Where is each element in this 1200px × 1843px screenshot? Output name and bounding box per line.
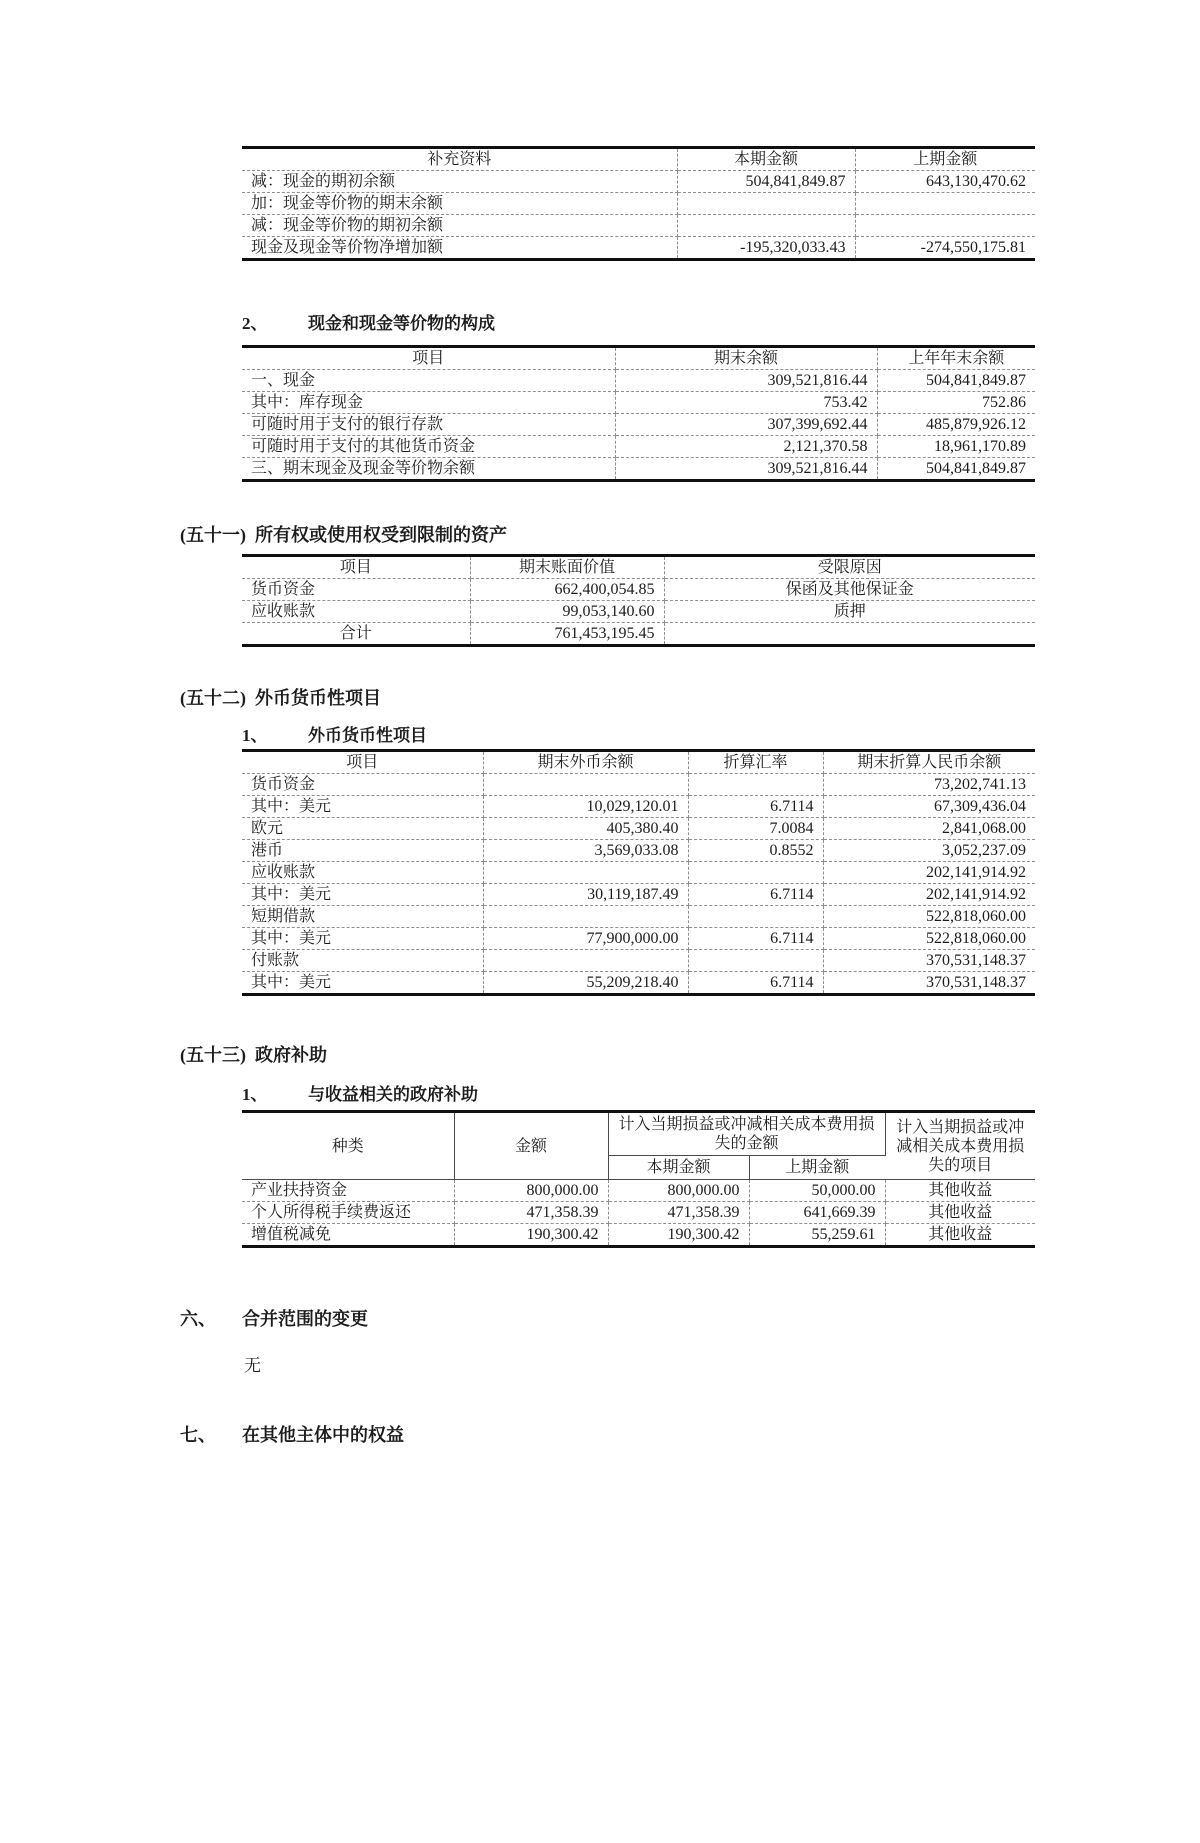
section-53-subheading: [242, 1082, 1200, 1108]
column-header: 上期金额: [749, 1156, 885, 1180]
cell-value: [855, 215, 1035, 237]
cell-label: 其中：库存现金: [242, 392, 615, 414]
cell-value: 2,121,370.58: [615, 436, 877, 458]
cell-value: 6.7114: [688, 884, 823, 906]
cell-label: 其中：美元: [242, 796, 483, 818]
cell-value: 6.7114: [688, 796, 823, 818]
cell-value: [677, 193, 855, 215]
section-number: 1、: [242, 726, 268, 745]
column-header: 项目: [242, 751, 483, 774]
column-group-header: 计入当期损益或冲减相关成本费用损失的金额: [608, 1112, 885, 1156]
column-header: 受限原因: [664, 556, 1035, 579]
table-header-row: [242, 556, 1035, 579]
cell-label: 货币资金: [242, 774, 483, 796]
cell-label: 现金及现金等价物净增加额: [242, 237, 677, 260]
table-row: [242, 601, 1035, 623]
table-row: [242, 1180, 1035, 1202]
section-53-heading: [180, 1042, 1200, 1068]
cell-label: 减：现金等价物的期初余额: [242, 215, 677, 237]
section-number: (五十三): [180, 1045, 246, 1065]
table-row: [242, 906, 1035, 928]
column-header: 本期金额: [677, 148, 855, 171]
cell-value: 753.42: [615, 392, 877, 414]
cell-label: 三、期末现金及现金等价物余额: [242, 458, 615, 481]
cell-value: 485,879,926.12: [877, 414, 1035, 436]
section-title: 现金和现金等价物的构成: [308, 314, 495, 333]
cell-label: 应收账款: [242, 862, 483, 884]
cell-label: 一、现金: [242, 370, 615, 392]
cell-value: 10,029,120.01: [483, 796, 688, 818]
cell-value: 370,531,148.37: [926, 974, 1026, 991]
cell-item: 其他收益: [885, 1202, 1035, 1224]
cell-value: 522,818,060.00: [823, 928, 1035, 950]
table-row: [242, 171, 1035, 193]
cell-value: -195,320,033.43: [677, 237, 855, 260]
table-header-row: [242, 148, 1035, 171]
cell-value: 471,358.39: [608, 1202, 749, 1224]
foreign-currency-table: [242, 749, 1035, 996]
column-header: 计入当期损益或冲减相关成本费用损失的项目: [885, 1112, 1035, 1180]
cell-value: 6.7114: [688, 972, 823, 995]
cell-label: 短期借款: [242, 906, 483, 928]
cell-value: 55,259.61: [749, 1224, 885, 1247]
cell-value: 405,380.40: [483, 818, 688, 840]
cell-value: 77,900,000.00: [483, 928, 688, 950]
restricted-assets-table: [242, 554, 1035, 647]
section-number: 七、: [180, 1425, 216, 1445]
column-header: 期末折算人民币余额: [823, 751, 1035, 774]
cell-value: 504,841,849.87: [677, 171, 855, 193]
table-row: [242, 436, 1035, 458]
cell-value: [677, 215, 855, 237]
cell-value: 800,000.00: [454, 1180, 608, 1202]
cell-value: 309,521,816.44: [615, 458, 877, 481]
cell-value: 0.8552: [688, 840, 823, 862]
cell-value: 752.86: [877, 392, 1035, 414]
cell-label: 减：现金的期初余额: [242, 171, 677, 193]
table-row: [242, 928, 1035, 950]
cell-value: 761,453,195.45: [470, 623, 664, 646]
table-row: [242, 370, 1035, 392]
table-row: [242, 1202, 1035, 1224]
cell-value: 6.7114: [688, 928, 823, 950]
cell-value: [483, 774, 688, 796]
section-title: 外币货币性项目: [255, 688, 381, 708]
table-row: [242, 818, 1035, 840]
cell-value: [483, 862, 688, 884]
cell-reason: 质押: [664, 601, 1035, 623]
cell-reason: 保函及其他保证金: [664, 579, 1035, 601]
cell-total-label: 合计: [242, 623, 470, 646]
cell-value: 67,309,436.04: [823, 796, 1035, 818]
cell-value: 643,130,470.62: [855, 171, 1035, 193]
cell-value: 202,141,914.92: [823, 884, 1035, 906]
report-page: [0, 146, 1200, 1843]
table-row: [242, 237, 1035, 260]
cell-label: 应收账款: [242, 601, 470, 623]
table-row: [242, 1224, 1035, 1247]
cell-value: [483, 950, 688, 972]
cell-label: 其中：美元: [242, 884, 483, 906]
cash-composition-table: [242, 345, 1035, 482]
column-header: 项目: [242, 556, 470, 579]
government-grants-table: [242, 1110, 1035, 1248]
cell-label: 可随时用于支付的其他货币资金: [242, 436, 615, 458]
cell-item: 其他收益: [885, 1180, 1035, 1202]
cell-value: 73,202,741.13: [823, 774, 1035, 796]
table-row: [242, 796, 1035, 818]
table-header-row: [242, 1112, 1035, 1156]
cell-value: 504,841,849.87: [877, 370, 1035, 392]
cell-value: [688, 862, 823, 884]
cell-value: 30,119,187.49: [483, 884, 688, 906]
section-number: (五十二): [180, 688, 246, 708]
section-title: 外币货币性项目: [308, 726, 427, 745]
table-row: [242, 972, 1035, 995]
section-2-heading: [242, 311, 1200, 337]
cell-value: 309,521,816.44: [615, 370, 877, 392]
table-row: [242, 193, 1035, 215]
cell-value: 504,841,849.87: [926, 460, 1026, 477]
cell-value: [688, 774, 823, 796]
cell-label: 可随时用于支付的银行存款: [242, 414, 615, 436]
table-row: [242, 414, 1035, 436]
cell-label: 付账款: [242, 950, 483, 972]
table-row: [242, 392, 1035, 414]
cell-value: 471,358.39: [454, 1202, 608, 1224]
cell-label: 欧元: [242, 818, 483, 840]
section-52-subheading: [242, 723, 1200, 749]
table-row: [242, 774, 1035, 796]
table-header-row: [242, 347, 1035, 370]
table-row: [242, 579, 1035, 601]
cell-value: 190,300.42: [454, 1224, 608, 1247]
section-6-heading: [180, 1306, 1200, 1332]
cell-value: [855, 193, 1035, 215]
cell-label: 货币资金: [242, 579, 470, 601]
section-number: (五十一): [180, 525, 246, 545]
column-header: 种类: [242, 1112, 454, 1180]
table-row: [242, 840, 1035, 862]
table-row: [242, 862, 1035, 884]
column-header: 期末余额: [615, 347, 877, 370]
cell-label: 其中：美元: [242, 972, 483, 995]
table-total-row: [242, 623, 1035, 646]
cell-value: 307,399,692.44: [615, 414, 877, 436]
column-header: 本期金额: [608, 1156, 749, 1180]
cell-label: 个人所得税手续费返还: [242, 1202, 454, 1224]
cell-value: 800,000.00: [608, 1180, 749, 1202]
column-header: 期末外币余额: [483, 751, 688, 774]
cell-value: 190,300.42: [608, 1224, 749, 1247]
cell-value: 202,141,914.92: [823, 862, 1035, 884]
cell-label: 产业扶持资金: [242, 1180, 454, 1202]
column-header: 上年年末余额: [877, 347, 1035, 370]
section-title: 政府补助: [255, 1045, 327, 1065]
column-header: 期末账面价值: [470, 556, 664, 579]
section-title: 在其他主体中的权益: [242, 1425, 404, 1445]
supplementary-data-table: [242, 146, 1035, 261]
cell-value: 7.0084: [688, 818, 823, 840]
column-header: 项目: [242, 347, 615, 370]
section-title: 与收益相关的政府补助: [308, 1085, 478, 1104]
cell-value: 370,531,148.37: [823, 950, 1035, 972]
table-row: [242, 884, 1035, 906]
cell-value: 3,569,033.08: [483, 840, 688, 862]
cell-value: -274,550,175.81: [920, 239, 1026, 256]
cell-value: 3,052,237.09: [823, 840, 1035, 862]
cell-value: 99,053,140.60: [470, 601, 664, 623]
cell-value: 641,669.39: [749, 1202, 885, 1224]
column-header: 折算汇率: [688, 751, 823, 774]
cell-value: [688, 906, 823, 928]
cell-label: 港币: [242, 840, 483, 862]
section-7-heading: [180, 1422, 1200, 1448]
cell-label: 加：现金等价物的期末余额: [242, 193, 677, 215]
cell-label: 增值税减免: [242, 1224, 454, 1247]
section-number: 1、: [242, 1085, 268, 1104]
table-header-row: [242, 751, 1035, 774]
section-number: 六、: [180, 1309, 216, 1329]
cell-value: 662,400,054.85: [470, 579, 664, 601]
cell-label: 其中：美元: [242, 928, 483, 950]
table-row: [242, 950, 1035, 972]
section-number: 2、: [242, 314, 268, 333]
cell-value: 522,818,060.00: [823, 906, 1035, 928]
cell-value: 55,209,218.40: [483, 972, 688, 995]
section-6-body: 无: [244, 1356, 261, 1375]
cell-item: 其他收益: [928, 1226, 993, 1243]
cell-value: 18,961,170.89: [877, 436, 1035, 458]
cell-value: 2,841,068.00: [823, 818, 1035, 840]
cell-value: [688, 950, 823, 972]
section-52-heading: [180, 685, 1200, 711]
column-header: 金额: [454, 1112, 608, 1180]
section-title: 所有权或使用权受到限制的资产: [255, 525, 507, 545]
cell-reason: [664, 623, 1035, 646]
section-51-heading: [180, 522, 1200, 548]
cell-value: [483, 906, 688, 928]
section-title: 合并范围的变更: [242, 1309, 368, 1329]
table-row: [242, 215, 1035, 237]
table-row: [242, 458, 1035, 481]
column-header: 补充资料: [242, 148, 677, 171]
cell-value: 50,000.00: [749, 1180, 885, 1202]
column-header: 上期金额: [855, 148, 1035, 171]
